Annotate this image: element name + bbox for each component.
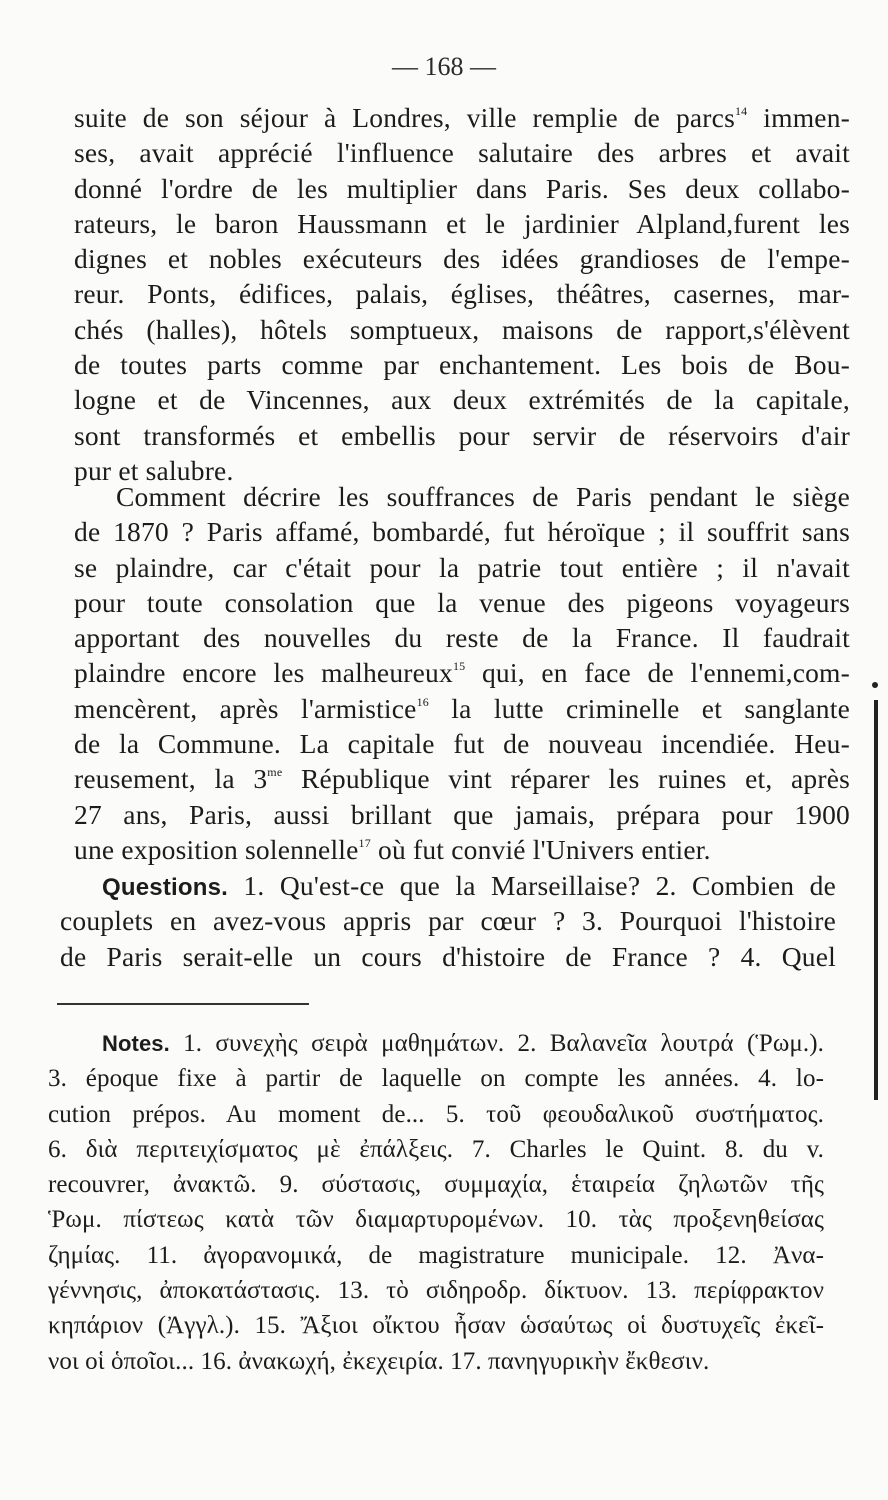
text-line	[74, 797, 850, 832]
text-line	[74, 761, 850, 796]
line-text: suite de son séjour à Londres, ville remplie de parcs	[74, 102, 735, 133]
line-text: de 1870 ? Paris affamé, bombardé, fut héroïque ; il souffrit sans	[74, 516, 850, 548]
line-text: de la Commune. La capitale fut de nouveau incendiée. Heu-	[74, 728, 850, 760]
questions-line	[60, 868, 836, 903]
text-line	[74, 347, 850, 382]
text-line	[74, 135, 850, 170]
line-text: sont transformés et embellis pour servir de réservoirs d'air	[74, 419, 850, 451]
text-line	[74, 100, 850, 135]
text-line	[74, 726, 850, 761]
notes-line	[48, 1027, 824, 1062]
text-line	[74, 382, 850, 417]
questions-block	[60, 868, 836, 974]
notes-label: Notes.	[102, 1031, 170, 1056]
text-line	[74, 585, 850, 620]
notes-line: ζημίας. 11. ἀγορανομικά, de magistrature municipale. 12. Ἀνα-	[48, 1241, 824, 1269]
line-text: pur et salubre.	[74, 454, 234, 486]
text-line	[74, 832, 850, 867]
line-text: dignes et nobles exécuteurs des idées grandioses de l'empe-	[74, 243, 850, 275]
line-text-after: immen-	[747, 102, 850, 133]
line-text: 27 ans, Paris, aussi brillant que jamais, prépara pour 1900	[74, 798, 850, 830]
notes-line: κηπάριον (Ἀγγλ.). 15. Ἄξιοι οἴκτου ἦσαν ὡσαύτως οἱ δυστυχεῖς ἐκεῖ-	[48, 1312, 824, 1340]
paragraph-siege	[74, 479, 850, 867]
questions-line: couplets en avez-vous appris par cœur ? 3. Pourquoi l'histoire	[60, 905, 836, 937]
line-text-after: qui, en face de l'ennemi,com-	[465, 657, 850, 689]
line-text: logne et de Vincennes, aux deux extrémités de la capitale,	[74, 384, 850, 416]
line-text: plaindre encore les malheureux	[74, 657, 453, 689]
line-text: ses, avait apprécié l'influence salutaire des arbres et avait	[74, 137, 850, 169]
text-line	[74, 276, 850, 311]
page-number: — 168 —	[392, 52, 496, 81]
text-line	[74, 241, 850, 276]
line-text: apportant des nouvelles du reste de la France. Il faudrait	[74, 622, 850, 654]
footnote-ref: 17	[358, 835, 371, 850]
text-line	[74, 206, 850, 241]
text-line	[74, 312, 850, 347]
line-text: mencèrent, après l'armistice	[74, 692, 417, 724]
line-text: une exposition solennelle	[74, 833, 359, 865]
questions-line: de Paris serait-elle un cours d'histoire de France ? 4. Quel	[60, 940, 836, 972]
text-line	[74, 514, 850, 549]
notes-line: 3. époque fixe à partir de laquelle on compte les années. 4. lo-	[48, 1065, 824, 1093]
notes-line: cution prépos. Au moment de... 5. τοῦ φεουδαλικοῦ συστήματος.	[48, 1100, 824, 1128]
binding-edge	[874, 700, 878, 1100]
text-line	[74, 691, 850, 726]
questions-text: 1. Qu'est-ce que la Marseillaise? 2. Combien de	[243, 870, 836, 901]
line-text: Comment décrire les souffrances de Paris pendant le siège	[116, 481, 850, 512]
line-text: chés (halles), hôtels somptueux, maisons de rapport,s'élèvent	[74, 313, 850, 345]
footnote-ref: me	[267, 765, 283, 780]
notes-line: γέννησις, ἀποκατάστασις. 13. τὸ σιδηροδρ. δίκτυον. 13. περίφρακτον	[48, 1277, 824, 1305]
line-text: de toutes parts comme par enchantement. Les bois de Bou-	[74, 349, 850, 381]
line-text: reur. Ponts, édifices, palais, églises, théâtres, casernes, mar-	[74, 278, 850, 310]
text-line	[74, 418, 850, 453]
text-line	[74, 479, 850, 514]
notes-line: 6. διὰ περιτειχίσματος μὲ ἐπάλξεις. 7. Charles le Quint. 8. du v.	[48, 1135, 824, 1163]
line-text: reusement, la 3	[74, 763, 268, 795]
footnote-ref: 16	[416, 694, 429, 709]
line-text: rateurs, le baron Haussmann et le jardinier Alpland,furent les	[74, 207, 850, 239]
line-text: donné l'ordre de les multiplier dans Paris. Ses deux collabo-	[74, 172, 850, 204]
questions-label: Questions.	[102, 874, 229, 901]
line-text: pour toute consolation que la venue des pigeons voyageurs	[74, 586, 850, 618]
notes-text: 1. συνεχὴς σειρὰ μαθημάτων. 2. Βαλανεῖα λουτρά (Ῥωμ.).	[183, 1030, 825, 1057]
line-text-after: République vint réparer les ruines et, après	[282, 763, 851, 795]
notes-line: Ῥωμ. πίστεως κατὰ τῶν διαμαρτυρομένων. 10. τὰς προξενηθείσας	[48, 1206, 824, 1234]
paragraph-parks	[74, 100, 850, 488]
notes-line: νοι οἱ ὁποῖοι... 16. ἀνακωχή, ἐκεχειρία. 17. πανηγυρικὴν ἔκθεσιν.	[48, 1347, 710, 1375]
footnote-ref: 14	[734, 104, 748, 118]
line-text: se plaindre, car c'était pour la patrie tout entière ; il n'avait	[74, 551, 850, 583]
text-line	[74, 620, 850, 655]
text-line	[74, 550, 850, 585]
line-text-after: la lutte criminelle et sanglante	[429, 692, 850, 724]
footnote-divider	[57, 1003, 309, 1005]
line-text-after: où fut convié l'Univers entier.	[370, 833, 711, 865]
footnote-ref: 15	[452, 659, 466, 674]
notes-block	[48, 1027, 824, 1380]
notes-line: recouvrer, ἀνακτῶ. 9. σύστασις, συμμαχία, ἑταιρεία ζηλωτῶν τῆς	[48, 1171, 824, 1199]
binding-dot	[872, 682, 878, 688]
text-line	[74, 655, 850, 690]
text-line	[74, 171, 850, 206]
